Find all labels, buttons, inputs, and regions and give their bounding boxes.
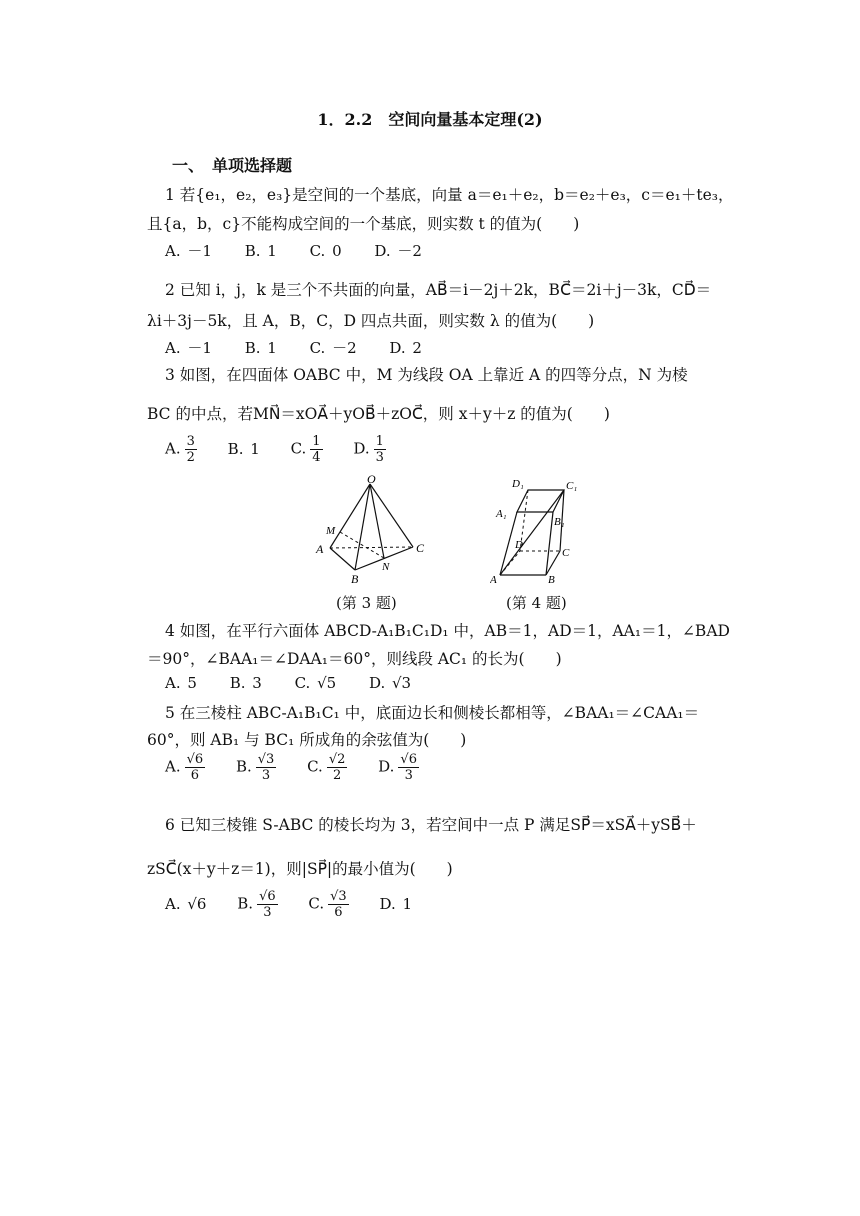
q1-line1: 1 若{e₁，e₂，e₃}是空间的一个基底，向量 a＝e₁＋e₂，b＝e₂＋e₃，c＝e₁＋te₃， [165,186,734,204]
section-heading: 一、 单项选择题 [172,156,293,175]
q3-option-d: D. $\frac{1}{3}$ [353,434,384,465]
label-m: M [326,525,336,537]
q1-line2: 且{a，b，c}不能构成空间的一个基底，则实数 t 的值为( ) [147,215,580,233]
q2-option-d: D. 2 [389,339,422,357]
label-c: C [416,541,425,555]
q1-options [165,240,448,261]
q2-option-b: B. 1 [244,339,277,357]
q2-option-c: C. －2 [309,339,357,357]
label-o: O [367,472,376,486]
q2-options [165,337,448,358]
q6-line2: zSC⃗(x＋y＋z＝1)，则|SP⃗|的最小值为( ) [147,860,453,878]
q6-option-d: D. 1 [379,894,413,913]
figure-tetrahedron [310,472,440,587]
label-b: B [548,574,555,586]
q2-line1: 2 已知 i，j，k 是三个不共面的向量，AB⃗＝i－2j＋2k，BC⃗＝2i＋j－3k，CD⃗＝ [165,281,712,299]
label-c: C [562,547,570,559]
q4-option-c: C. √5 [294,674,337,692]
figure3-caption: (第 3 题) [336,594,397,612]
label-b: B [351,572,359,586]
q5-option-a: A. $\frac{√6}{6}$ [165,752,204,783]
q5-options [165,752,445,783]
q5-option-b: B. $\frac{√3}{3}$ [235,752,275,783]
q4-line2: ＝90°，∠BAA₁＝∠DAA₁＝60°，则线段 AC₁ 的长为( ) [147,650,562,668]
q4-option-a: A. 5 [165,674,197,692]
q6-option-b: B. $\frac{√6}{3}$ [237,889,276,920]
q1-option-d: D. －2 [374,242,422,260]
q6-line1: 6 已知三棱锥 S-ABC 的棱长均为 3，若空间中一点 P 满足SP⃗＝xSA⃗＋ySB⃗＋ [165,816,697,834]
q5-line1: 5 在三棱柱 ABC-A₁B₁C₁ 中，底面边长和侧棱长都相等，∠BAA₁＝∠CAA₁＝ [165,704,700,722]
label-a: A [490,574,497,586]
q3-options [165,434,412,465]
label-d: D [515,539,523,551]
q3-line1: 3 如图，在四面体 OABC 中，M 为线段 OA 上靠近 A 的四等分点，N 为棱 [165,366,688,384]
label-b1: B₁ [554,516,565,528]
q5-line2: 60°，则 AB₁ 与 BC₁ 所成角的余弦值为( ) [147,731,467,749]
q6-option-a: A. √6 [165,894,207,913]
q4-option-b: B. 3 [229,674,262,692]
q3-option-b: B. 1 [227,439,260,458]
q2-option-a: A. －1 [165,339,212,357]
q1-option-c: C. 0 [309,242,342,260]
q3-line2: BC 的中点，若MN⃗＝xOA⃗＋yOB⃗＋zOC⃗，则 x＋y＋z 的值为( ) [147,405,610,423]
label-a: A [316,542,324,556]
q4-options [165,674,437,692]
label-c1: C₁ [566,480,578,492]
page-title: 1．2.2 空间向量基本定理(2) [317,110,543,129]
q3-option-a: A. $\frac{3}{2}$ [165,434,195,465]
q6-option-c: C. $\frac{√3}{6}$ [308,889,347,920]
label-a1: A₁ [496,508,507,520]
q4-option-d: D. √3 [368,674,412,692]
q1-option-a: A. －1 [165,242,212,260]
figure4-caption: (第 4 题) [506,594,567,612]
q4-line1: 4 如图，在平行六面体 ABCD-A₁B₁C₁D₁ 中，AB＝1，AD＝1，AA₁＝1，∠BAD [165,622,730,640]
q5-option-d: D. $\frac{√6}{3}$ [378,752,417,783]
label-n: N [382,561,390,573]
figure-parallelepiped [490,472,590,587]
q1-option-b: B. 1 [244,242,277,260]
q5-option-c: C. $\frac{√2}{2}$ [307,752,346,783]
label-d1: D₁ [512,478,524,490]
q6-options [165,889,438,920]
q2-line2: λi＋3j－5k，且 A，B，C，D 四点共面，则实数 λ 的值为( ) [147,312,595,330]
q3-option-c: C. $\frac{1}{4}$ [290,434,321,465]
